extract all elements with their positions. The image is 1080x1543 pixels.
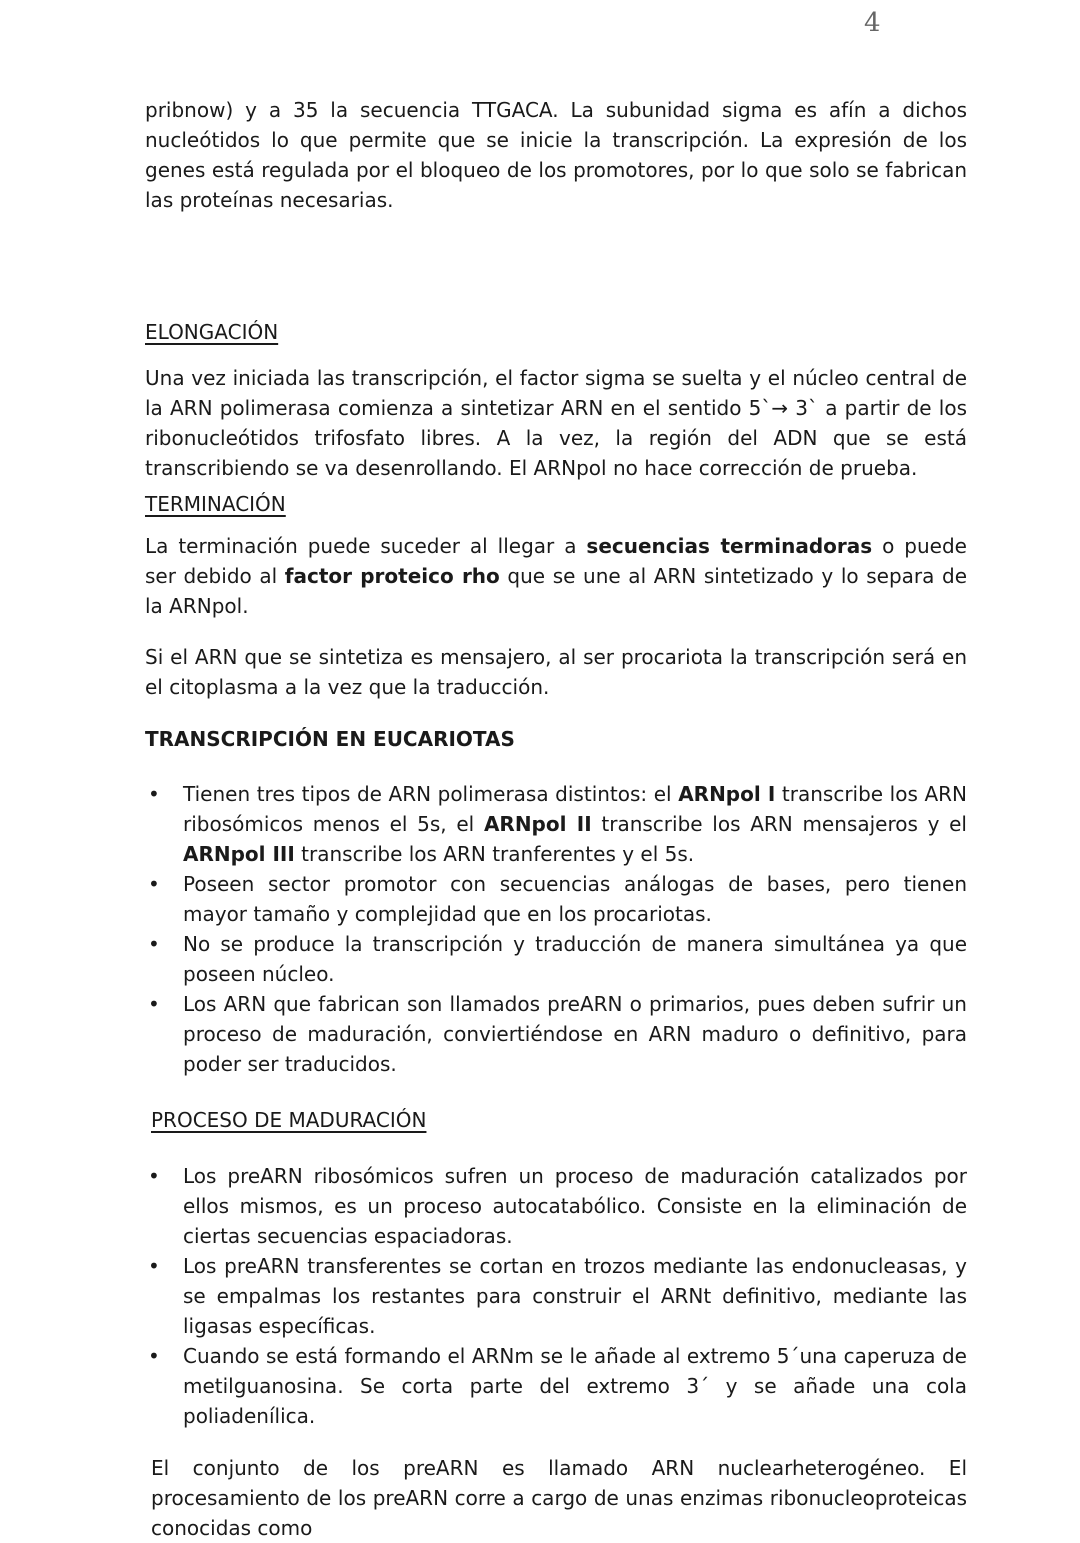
terminacion-text-2: o puede ser debido al bbox=[145, 534, 967, 588]
maduracion-list bbox=[145, 1161, 967, 1431]
terminacion-bold-2: factor proteico rho bbox=[284, 564, 500, 588]
elongacion-heading: ELONGACIÓN bbox=[145, 320, 279, 344]
eucariotas-b1-text-4: transcribe los ARN tranferentes y el 5s. bbox=[294, 842, 695, 866]
terminacion-text-1: La terminación puede suceder al llegar a bbox=[145, 534, 587, 558]
list-item: • Los ARN que fabrican son llamados preARN o primarios, pues deben sufrir un proceso de maduración, conviertiéndose en ARN maduro o definitivo, para poder ser traducidos. bbox=[145, 989, 967, 1079]
eucariotas-b1-bold-1: ARNpol I bbox=[678, 782, 776, 806]
terminacion-bold-1: secuencias terminadoras bbox=[586, 534, 873, 558]
list-item: • Los preARN transferentes se cortan en trozos mediante las endonucleasas, y se empalmas los restantes para construir el ARNt definitivo, mediante las ligasas específicas. bbox=[145, 1251, 967, 1341]
elongacion-paragraph: Una vez iniciada las transcripción, el factor sigma se suelta y el núcleo central de la ARN polimerasa comienza a sintetizar ARN en el sentido 5`→ 3` a partir de los ribonucleótidos trifosfato libres. A la vez, la región del ADN que se está transcribiendo se va desenrollando. El ARNpol no hace corrección de prueba. bbox=[145, 366, 967, 480]
procariota-paragraph: Si el ARN que se sintetiza es mensajero, al ser procariota la transcripción será en el citoplasma a la vez que la traducción. bbox=[145, 645, 967, 699]
list-item: • No se produce la transcripción y traducción de manera simultánea ya que poseen núcleo. bbox=[145, 929, 967, 989]
page-number: 4 bbox=[864, 8, 881, 38]
eucariotas-heading: TRANSCRIPCIÓN EN EUCARIOTAS bbox=[145, 727, 515, 751]
terminacion-heading: TERMINACIÓN bbox=[145, 492, 286, 516]
eucariotas-b1-text-2: transcribe los ARN ribosómicos menos el 5s, el bbox=[183, 782, 968, 836]
closing-paragraph: El conjunto de los preARN es llamado ARN nuclearheterogéneo. El procesamiento de los preARN corre a cargo de unas enzimas ribonucleoproteicas conocidas como bbox=[151, 1456, 967, 1540]
maduracion-heading: PROCESO DE MADURACIÓN bbox=[151, 1108, 427, 1132]
list-item: • Los preARN ribosómicos sufren un proceso de maduración catalizados por ellos mismos, es un proceso autocatabólico. Consiste en la eliminación de ciertas secuencias espaciadoras. bbox=[145, 1161, 967, 1251]
eucariotas-b1-bold-2: ARNpol II bbox=[483, 812, 592, 836]
terminacion-text-3: que se une al ARN sintetizado y lo separa de la ARNpol. bbox=[145, 564, 968, 618]
eucariotas-list bbox=[145, 779, 967, 1079]
terminacion-paragraph bbox=[145, 531, 967, 621]
intro-paragraph: pribnow) y a 35 la secuencia TTGACA. La subunidad sigma es afín a dichos nucleótidos lo que permite que se inicie la transcripción. La expresión de los genes está regulada por el bloqueo de los promotores, por lo que solo se fabrican las proteínas necesarias. bbox=[145, 98, 967, 212]
eucariotas-b1-text-3: transcribe los ARN mensajeros y el bbox=[591, 812, 967, 836]
list-item: • Poseen sector promotor con secuencias análogas de bases, pero tienen mayor tamaño y complejidad que en los procariotas. bbox=[145, 869, 967, 929]
list-item: • Cuando se está formando el ARNm se le añade al extremo 5´una caperuza de metilguanosina. Se corta parte del extremo 3´ y se añade una cola poliadenílica. bbox=[145, 1341, 967, 1431]
list-item bbox=[145, 779, 967, 869]
eucariotas-b1-text-1: Tienen tres tipos de ARN polimerasa distintos: el bbox=[183, 782, 679, 806]
eucariotas-b1-bold-3: ARNpol III bbox=[183, 842, 295, 866]
document-page bbox=[145, 95, 967, 1543]
